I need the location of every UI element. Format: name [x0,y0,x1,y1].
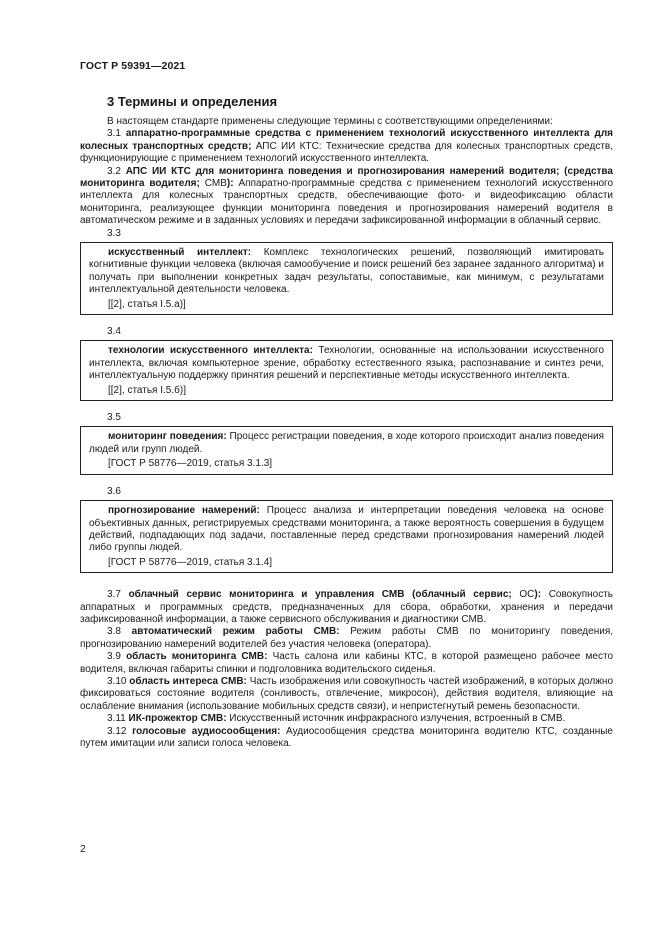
term-box-3-6 [80,500,613,573]
term-abbreviation: СМВ [199,178,227,190]
term-box-3-3 [80,242,613,315]
term-number: 3.11 [107,713,126,725]
term-number: 3.12 [107,725,127,737]
term-name: АПС ИИ КТС для мониторинга поведения и прогнозирования намерений водителя; (средства мониторинга водителя; [80,165,613,190]
term-name: облачный сервис мониторинга и управления СМВ (облачный сервис; [128,589,512,601]
term-number-3-6: 3.6 [107,485,121,497]
term-definition: Аудиосообщения средства мониторинга водителю КТС, созданные путем имитации или записи голоса человека. [80,725,613,749]
term-number: 3.8 [107,626,121,638]
term-name: ИК-прожектор СМВ: [128,713,227,725]
term-source: [ГОСТ Р 58776—2019, статья 3.1.3] [108,458,273,470]
term-3-9 [80,651,613,676]
boxed-definition [89,505,604,555]
term-name: голосовые аудиосообщения: [132,725,281,737]
term-number: 3.9 [107,651,121,663]
term-3-10 [80,676,613,713]
terms-content [80,116,613,750]
boxed-definition [89,345,604,382]
term-number: 3.2 [107,165,121,177]
term-definition: Аппаратно-программные средства с применением технологий искусственного интеллекта для колесных транспортных средств, обеспечивающие фото- и видеофиксацию области мониторинга, реализующее функции мониторинга поведения и прогнозирования намерений водителя в автоматическом режиме и в заданных условиях и передачи зафиксированной информации в облачный сервис. [80,178,614,227]
term-name: область интереса СМВ: [129,675,247,687]
term-name: аппаратно-программные средства с применением технологий искусственного интеллекта для колесных транспортных средств; [80,128,614,152]
term-abbreviation: ОС [511,589,535,601]
term-definition: Совокупность аппаратных и программных средств, предназначенных для сбора, обработки, хранения и передачи зафиксированной информации, а также сервисного обслуживания и диагностики СМВ. [80,589,614,625]
section-title: 3 Термины и определения [107,94,278,109]
term-number: 3.10 [107,675,127,687]
term-definition: Искусственный источник инфракрасного излучения, встроенный в СМВ. [226,713,566,725]
term-3-8 [80,626,613,651]
term-definition: Процесс регистрации поведения, в ходе которого происходит анализ поведения людей или групп людей. [89,431,604,455]
term-name: прогнозирование намерений: [108,505,260,517]
term-box-3-5 [80,426,613,474]
term-definition: Часть изображения или совокупность частей изображений, в которых должно фиксироваться состояние водителя (сонливость, отвлечение, микросон), действия водителя, влияющие на ослабление внимания (использование мобильных средств связи), и непристегнутый ремень безопасности. [80,675,614,712]
term-number: 3.1 [107,128,121,140]
intro-paragraph: В настоящем стандарте применены следующие термины с соответствующими определениями: [107,116,553,127]
term-definition: Комплекс технологических решений, позволяющий имитировать когнитивные функции человека (включая самообучение и поиск решений без заранее заданного алгоритма) и получать при выполнении конкретных задач результаты, сопоставимые, как минимум, с результатами интеллектуальной деятельности человека. [89,247,605,296]
term-box-3-4 [80,340,613,401]
term-name: область мониторинга СМВ: [126,651,268,663]
term-definition: Процесс анализа и интерпретации поведения человека на основе объективных данных, регистрируемых средствами мониторинга, а также вероятность совершения в будущем действий, подпадающих под задачи, поставленные перед средствами прогнозирования намерений людей либо группы людей. [89,505,604,554]
term-source: [[2], статья I.5.а)] [108,298,186,310]
term-name-end: ): [226,178,234,190]
term-number-3-3: 3.3 [107,227,121,239]
term-name: технологии искусственного интеллекта: [108,345,313,357]
term-3-11 [80,713,613,725]
term-3-1 [80,128,613,165]
term-definition: Технологии, основанные на использовании искусственного интеллекта, включая компьютерное зрение, обработку естественного языка, распознавание и синтез речи, интеллектуальную поддержку принятия решений и перспективные методы искусственного интеллекта. [89,345,605,382]
boxed-definition [89,247,604,297]
boxed-definition [89,431,604,456]
term-name: автоматический режим работы СМВ: [131,626,340,638]
term-3-12 [80,726,613,751]
term-definition: Часть салона или кабины КТС, в которой размещено рабочее место водителя, включая габариты спинки и подголовника водительского сиденья. [80,651,614,675]
term-name-end: ): [534,589,542,601]
term-3-7 [80,589,613,626]
term-source: [ГОСТ Р 58776—2019, статья 3.1.4] [108,556,273,568]
term-name: мониторинг поведения: [108,431,227,443]
term-number-3-5: 3.5 [107,412,121,424]
term-definition: АПС ИИ КТС: Технические средства для колесных транспортных средств, функционирующие с применением технологий искусственного интеллекта. [80,140,614,165]
term-number-3-4: 3.4 [107,326,121,338]
term-source: [[2], статья I.5.б)] [108,384,186,396]
term-number: 3.7 [107,589,121,601]
term-name: искусственный интеллект: [108,247,252,259]
term-definition: Режим работы СМВ по мониторингу поведения, прогнозированию намерений водителей без участия человека (оператора). [80,626,614,650]
page-number: 2 [80,843,86,855]
document-code-header: ГОСТ Р 59391—2021 [80,60,186,72]
term-3-2 [80,166,613,228]
